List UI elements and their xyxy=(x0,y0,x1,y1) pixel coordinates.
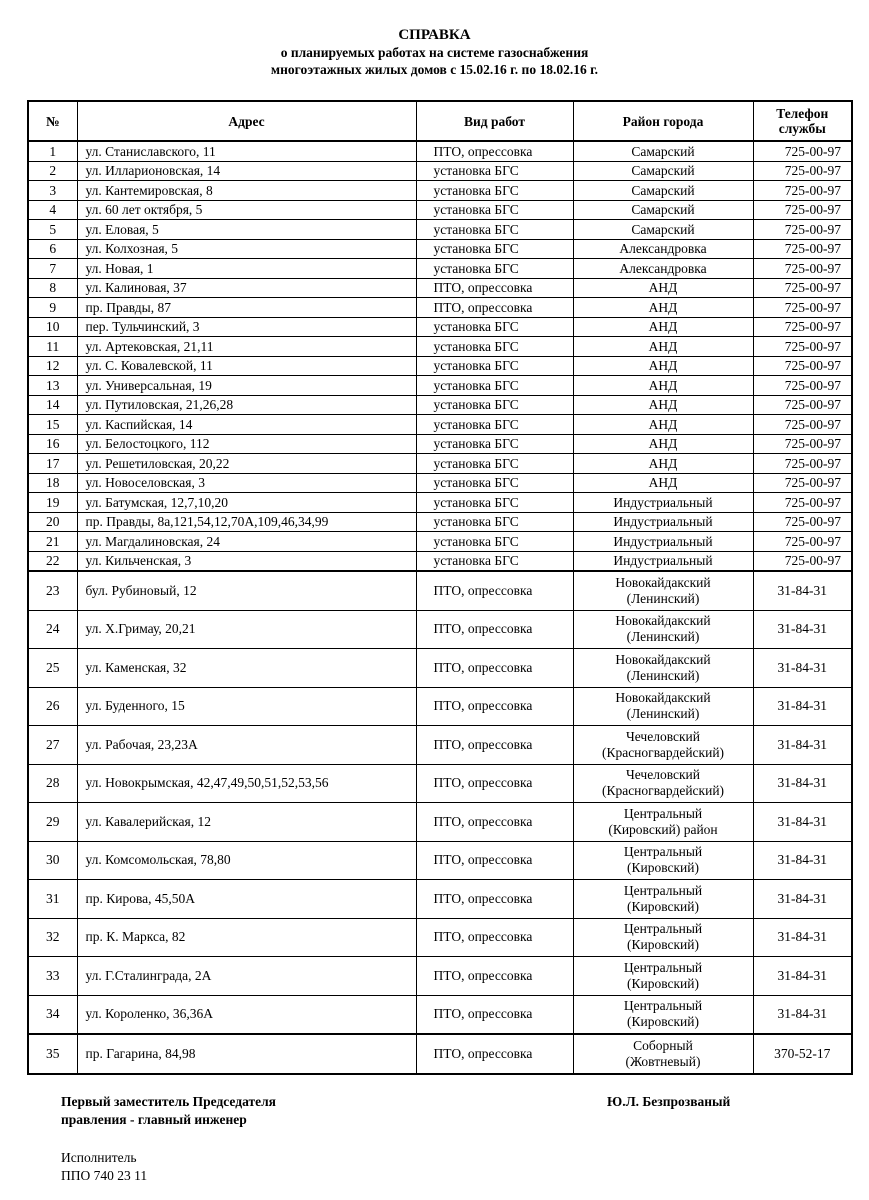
row-address: пр. К. Маркса, 82 xyxy=(77,918,416,957)
row-district xyxy=(573,395,753,415)
table-row xyxy=(28,957,852,996)
row-number: 27 xyxy=(28,726,77,765)
row-district-line: Александровка xyxy=(619,241,707,257)
row-phone: 725-00-97 xyxy=(753,317,852,337)
row-work-type: установка БГС xyxy=(416,337,573,357)
row-district-line: АНД xyxy=(648,377,678,393)
row-address: ул. Станиславского, 11 xyxy=(77,141,416,161)
signer-position-line-1: Первый заместитель Председателя xyxy=(61,1094,276,1109)
table-row xyxy=(28,454,852,474)
table-row xyxy=(28,473,852,493)
row-district xyxy=(573,880,753,919)
row-address: ул. Калиновая, 37 xyxy=(77,278,416,298)
row-district xyxy=(573,415,753,435)
row-work-type: ПТО, опрессовка xyxy=(416,649,573,688)
signer-name: Ю.Л. Безпрозваный xyxy=(607,1094,731,1109)
row-number: 26 xyxy=(28,687,77,726)
row-district-line: Александровка xyxy=(619,260,707,276)
row-number: 13 xyxy=(28,376,77,396)
table-row xyxy=(28,317,852,337)
row-district-line: (Кировский) xyxy=(626,898,699,914)
executor-contact: ППО 740 23 11 xyxy=(61,1168,148,1183)
row-district-line: (Кировский) xyxy=(626,937,699,953)
row-address: пер. Тульчинский, 3 xyxy=(77,317,416,337)
table-row xyxy=(28,278,852,298)
row-work-type: установка БГС xyxy=(416,200,573,220)
row-number: 24 xyxy=(28,610,77,649)
header-phone-line-2: службы xyxy=(778,121,826,136)
table-row xyxy=(28,532,852,552)
row-address: ул. Буденного, 15 xyxy=(77,687,416,726)
row-phone: 725-00-97 xyxy=(753,200,852,220)
row-number: 3 xyxy=(28,181,77,201)
document-subtitle-line-2: многоэтажных жилых домов с 15.02.16 г. по 18.02.16 г. xyxy=(270,62,599,77)
row-phone: 725-00-97 xyxy=(753,356,852,376)
row-number: 8 xyxy=(28,278,77,298)
row-district-line: (Ленинский) xyxy=(626,667,700,683)
row-district xyxy=(573,317,753,337)
table-row xyxy=(28,726,852,765)
table-row xyxy=(28,161,852,181)
row-district-line: (Кировский) xyxy=(626,860,699,876)
table-row xyxy=(28,376,852,396)
row-district-line: (Жовтневый) xyxy=(625,1053,701,1069)
table-row xyxy=(28,337,852,357)
row-district xyxy=(573,918,753,957)
row-district-line: (Ленинский) xyxy=(626,629,700,645)
row-address: ул. Г.Сталинграда, 2А xyxy=(77,957,416,996)
row-district-line: Самарский xyxy=(631,221,695,237)
row-work-type: ПТО, опрессовка xyxy=(416,1034,573,1074)
row-phone: 725-00-97 xyxy=(753,337,852,357)
row-district-line: (Красногвардейский) xyxy=(601,744,725,760)
row-number: 2 xyxy=(28,161,77,181)
row-district-line: Новокайдакский xyxy=(615,613,711,629)
row-district xyxy=(573,220,753,240)
row-phone: 31-84-31 xyxy=(753,841,852,880)
row-district xyxy=(573,687,753,726)
row-district-line: АНД xyxy=(648,475,678,491)
row-number: 1 xyxy=(28,141,77,161)
row-address: ул. 60 лет октября, 5 xyxy=(77,200,416,220)
row-district-line: Соборный xyxy=(633,1037,693,1053)
row-phone: 370-52-17 xyxy=(753,1034,852,1074)
row-district-line: Индустриальный xyxy=(613,514,713,530)
row-work-type: установка БГС xyxy=(416,181,573,201)
row-district-line: АНД xyxy=(648,299,678,315)
row-district xyxy=(573,376,753,396)
table-row xyxy=(28,649,852,688)
row-work-type: ПТО, опрессовка xyxy=(416,141,573,161)
row-number: 22 xyxy=(28,551,77,571)
row-number: 5 xyxy=(28,220,77,240)
row-district xyxy=(573,1034,753,1074)
row-phone: 725-00-97 xyxy=(753,298,852,318)
table-row xyxy=(28,220,852,240)
row-work-type: ПТО, опрессовка xyxy=(416,957,573,996)
table-row xyxy=(28,395,852,415)
row-address: ул. Магдалиновская, 24 xyxy=(77,532,416,552)
row-phone: 31-84-31 xyxy=(753,803,852,842)
row-work-type: установка БГС xyxy=(416,512,573,532)
table-row xyxy=(28,803,852,842)
row-district-line: Центральный xyxy=(623,805,703,821)
row-number: 16 xyxy=(28,434,77,454)
row-district xyxy=(573,532,753,552)
row-work-type: установка БГС xyxy=(416,473,573,493)
row-district xyxy=(573,726,753,765)
row-district-line: Самарский xyxy=(631,182,695,198)
row-district-line: Новокайдакский xyxy=(615,574,711,590)
row-work-type: ПТО, опрессовка xyxy=(416,571,573,610)
row-work-type: установка БГС xyxy=(416,493,573,513)
row-phone: 725-00-97 xyxy=(753,454,852,474)
row-address: ул. Артековская, 21,11 xyxy=(77,337,416,357)
row-work-type: ПТО, опрессовка xyxy=(416,880,573,919)
document-subtitle-line-1: о планируемых работах на системе газоснабжения xyxy=(280,45,589,60)
row-number: 28 xyxy=(28,764,77,803)
row-number: 9 xyxy=(28,298,77,318)
row-address: пр. Кирова, 45,50А xyxy=(77,880,416,919)
row-phone: 725-00-97 xyxy=(753,532,852,552)
row-number: 18 xyxy=(28,473,77,493)
row-number: 29 xyxy=(28,803,77,842)
table-row xyxy=(28,551,852,571)
row-phone: 725-00-97 xyxy=(753,220,852,240)
row-number: 19 xyxy=(28,493,77,513)
row-phone: 725-00-97 xyxy=(753,415,852,435)
row-address: ул. Путиловская, 21,26,28 xyxy=(77,395,416,415)
row-district-line: (Кировский) район xyxy=(608,821,718,837)
row-work-type: установка БГС xyxy=(416,551,573,571)
row-district xyxy=(573,803,753,842)
row-district-line: Индустриальный xyxy=(613,553,713,569)
row-phone: 31-84-31 xyxy=(753,610,852,649)
row-district xyxy=(573,200,753,220)
row-number: 23 xyxy=(28,571,77,610)
row-district-line: Центральный xyxy=(623,882,703,898)
row-work-type: установка БГС xyxy=(416,239,573,259)
row-district-line: АНД xyxy=(648,358,678,374)
row-phone: 31-84-31 xyxy=(753,995,852,1034)
row-district xyxy=(573,337,753,357)
row-address: пр. Гагарина, 84,98 xyxy=(77,1034,416,1074)
row-phone: 725-00-97 xyxy=(753,512,852,532)
row-district-line: Самарский xyxy=(631,163,695,179)
row-work-type: ПТО, опрессовка xyxy=(416,278,573,298)
row-phone: 725-00-97 xyxy=(753,376,852,396)
row-district xyxy=(573,551,753,571)
row-number: 6 xyxy=(28,239,77,259)
row-work-type: ПТО, опрессовка xyxy=(416,298,573,318)
row-address: ул. Х.Гримау, 20,21 xyxy=(77,610,416,649)
row-district xyxy=(573,493,753,513)
table-row xyxy=(28,298,852,318)
row-phone: 31-84-31 xyxy=(753,571,852,610)
row-address: ул. Решетиловская, 20,22 xyxy=(77,454,416,474)
table-row xyxy=(28,764,852,803)
row-district-line: АНД xyxy=(648,416,678,432)
row-district-line: Центральный xyxy=(623,998,703,1014)
row-address: ул. Каменская, 32 xyxy=(77,649,416,688)
row-district-line: АНД xyxy=(648,280,678,296)
header-district: Район города xyxy=(573,101,753,141)
executor-label: Исполнитель xyxy=(61,1150,137,1165)
row-number: 21 xyxy=(28,532,77,552)
table-row xyxy=(28,1034,852,1074)
row-district-line: Чечеловский xyxy=(626,728,700,744)
table-body xyxy=(28,141,852,1074)
row-address: бул. Рубиновый, 12 xyxy=(77,571,416,610)
row-number: 20 xyxy=(28,512,77,532)
header-num: № xyxy=(28,101,77,141)
row-phone: 725-00-97 xyxy=(753,161,852,181)
row-work-type: установка БГС xyxy=(416,434,573,454)
table-row xyxy=(28,181,852,201)
row-work-type: установка БГС xyxy=(416,259,573,279)
row-phone: 725-00-97 xyxy=(753,473,852,493)
row-address: ул. Новая, 1 xyxy=(77,259,416,279)
row-district-line: (Ленинский) xyxy=(626,590,700,606)
row-number: 31 xyxy=(28,880,77,919)
row-district xyxy=(573,764,753,803)
row-address: ул. Белостоцкого, 112 xyxy=(77,434,416,454)
row-number: 17 xyxy=(28,454,77,474)
table-row xyxy=(28,259,852,279)
row-address: ул. Короленко, 36,36А xyxy=(77,995,416,1034)
table-row xyxy=(28,200,852,220)
row-number: 33 xyxy=(28,957,77,996)
row-address: ул. Батумская, 12,7,10,20 xyxy=(77,493,416,513)
document-title: СПРАВКА xyxy=(398,27,471,43)
row-district-line: АНД xyxy=(648,436,678,452)
table-row xyxy=(28,571,852,610)
row-phone: 725-00-97 xyxy=(753,493,852,513)
row-phone: 725-00-97 xyxy=(753,181,852,201)
row-address: ул. Комсомольская, 78,80 xyxy=(77,841,416,880)
row-district-line: Центральный xyxy=(623,844,703,860)
row-district-line: АНД xyxy=(648,319,678,335)
row-phone: 31-84-31 xyxy=(753,687,852,726)
row-number: 12 xyxy=(28,356,77,376)
row-address: ул. Универсальная, 19 xyxy=(77,376,416,396)
row-district xyxy=(573,512,753,532)
row-phone: 725-00-97 xyxy=(753,259,852,279)
row-work-type: установка БГС xyxy=(416,415,573,435)
table-header-row xyxy=(28,101,852,141)
row-number: 11 xyxy=(28,337,77,357)
table-row xyxy=(28,918,852,957)
row-work-type: ПТО, опрессовка xyxy=(416,803,573,842)
row-number: 32 xyxy=(28,918,77,957)
row-address: пр. Правды, 8а,121,54,12,70А,109,46,34,99 xyxy=(77,512,416,532)
row-work-type: установка БГС xyxy=(416,454,573,474)
row-address: ул. Кильченская, 3 xyxy=(77,551,416,571)
row-district xyxy=(573,141,753,161)
row-district-line: Новокайдакский xyxy=(615,690,711,706)
row-phone: 31-84-31 xyxy=(753,918,852,957)
row-district xyxy=(573,841,753,880)
row-address: ул. Каспийская, 14 xyxy=(77,415,416,435)
row-district-line: Индустриальный xyxy=(613,494,713,510)
row-work-type: установка БГС xyxy=(416,356,573,376)
row-phone: 725-00-97 xyxy=(753,434,852,454)
row-district-line: (Красногвардейский) xyxy=(601,783,725,799)
row-number: 15 xyxy=(28,415,77,435)
row-number: 30 xyxy=(28,841,77,880)
table-row xyxy=(28,356,852,376)
row-work-type: установка БГС xyxy=(416,161,573,181)
row-district-line: (Ленинский) xyxy=(626,706,700,722)
row-number: 35 xyxy=(28,1034,77,1074)
row-district-line: Чечеловский xyxy=(626,767,700,783)
row-address: ул. Еловая, 5 xyxy=(77,220,416,240)
table-row xyxy=(28,995,852,1034)
header-phone-line-1: Телефон xyxy=(776,106,829,121)
row-district-line: (Кировский) xyxy=(626,1014,699,1030)
signer-position-line-2: правления - главный инженер xyxy=(61,1112,247,1127)
row-address: ул. Рабочая, 23,23А xyxy=(77,726,416,765)
row-district-line: Новокайдакский xyxy=(615,651,711,667)
row-work-type: ПТО, опрессовка xyxy=(416,726,573,765)
row-number: 4 xyxy=(28,200,77,220)
row-district xyxy=(573,356,753,376)
row-district xyxy=(573,571,753,610)
row-address: ул. Колхозная, 5 xyxy=(77,239,416,259)
row-phone: 725-00-97 xyxy=(753,551,852,571)
header-work: Вид работ xyxy=(416,101,573,141)
row-number: 7 xyxy=(28,259,77,279)
row-work-type: установка БГС xyxy=(416,395,573,415)
row-district-line: Индустриальный xyxy=(613,533,713,549)
row-district xyxy=(573,161,753,181)
row-district-line: АНД xyxy=(648,338,678,354)
row-district-line: Центральный xyxy=(623,959,703,975)
row-district-line: Самарский xyxy=(631,143,695,159)
row-work-type: ПТО, опрессовка xyxy=(416,687,573,726)
row-number: 25 xyxy=(28,649,77,688)
row-district xyxy=(573,957,753,996)
header-phone xyxy=(753,101,852,141)
row-district xyxy=(573,239,753,259)
row-district xyxy=(573,181,753,201)
table-row xyxy=(28,841,852,880)
row-district xyxy=(573,454,753,474)
row-address: ул. С. Ковалевской, 11 xyxy=(77,356,416,376)
works-table xyxy=(27,100,853,1075)
table-row xyxy=(28,434,852,454)
row-work-type: установка БГС xyxy=(416,376,573,396)
row-address: ул. Новокрымская, 42,47,49,50,51,52,53,56 xyxy=(77,764,416,803)
row-number: 10 xyxy=(28,317,77,337)
row-district xyxy=(573,995,753,1034)
row-phone: 725-00-97 xyxy=(753,141,852,161)
row-work-type: ПТО, опрессовка xyxy=(416,610,573,649)
row-work-type: ПТО, опрессовка xyxy=(416,764,573,803)
table-row xyxy=(28,512,852,532)
table-row xyxy=(28,687,852,726)
row-phone: 31-84-31 xyxy=(753,957,852,996)
row-district xyxy=(573,434,753,454)
row-district xyxy=(573,610,753,649)
row-phone: 31-84-31 xyxy=(753,880,852,919)
row-phone: 31-84-31 xyxy=(753,726,852,765)
header-address: Адрес xyxy=(77,101,416,141)
table-row xyxy=(28,493,852,513)
row-phone: 725-00-97 xyxy=(753,278,852,298)
row-work-type: ПТО, опрессовка xyxy=(416,841,573,880)
row-number: 34 xyxy=(28,995,77,1034)
row-district xyxy=(573,259,753,279)
row-district-line: АНД xyxy=(648,397,678,413)
row-address: ул. Кавалерийская, 12 xyxy=(77,803,416,842)
row-phone: 31-84-31 xyxy=(753,649,852,688)
row-district xyxy=(573,298,753,318)
row-district xyxy=(573,473,753,493)
table-row xyxy=(28,880,852,919)
row-address: ул. Илларионовская, 14 xyxy=(77,161,416,181)
row-work-type: установка БГС xyxy=(416,317,573,337)
row-district-line: АНД xyxy=(648,455,678,471)
table-row xyxy=(28,239,852,259)
row-district xyxy=(573,278,753,298)
row-work-type: установка БГС xyxy=(416,532,573,552)
row-phone: 31-84-31 xyxy=(753,764,852,803)
row-district-line: (Кировский) xyxy=(626,975,699,991)
row-number: 14 xyxy=(28,395,77,415)
row-address: пр. Правды, 87 xyxy=(77,298,416,318)
row-phone: 725-00-97 xyxy=(753,239,852,259)
row-address: ул. Кантемировская, 8 xyxy=(77,181,416,201)
table-row xyxy=(28,610,852,649)
row-work-type: ПТО, опрессовка xyxy=(416,995,573,1034)
row-district-line: Самарский xyxy=(631,202,695,218)
row-work-type: установка БГС xyxy=(416,220,573,240)
row-district xyxy=(573,649,753,688)
row-work-type: ПТО, опрессовка xyxy=(416,918,573,957)
row-address: ул. Новоселовская, 3 xyxy=(77,473,416,493)
row-district-line: Центральный xyxy=(623,921,703,937)
table-row xyxy=(28,141,852,161)
table-row xyxy=(28,415,852,435)
row-phone: 725-00-97 xyxy=(753,395,852,415)
